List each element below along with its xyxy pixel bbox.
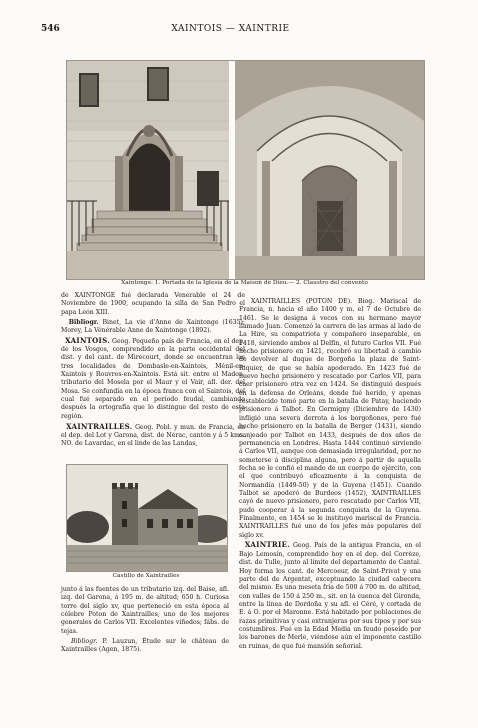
entry-poton-text: Biog. Mariscal de Francia, n. hacia el año 1400 y m. el 7 de Octubre de 1461. Se le designa á veces con su hermano mayor llamado Juan. Comenzó la carrera de las armas al lado de La Hire, su compatriota y compañero inseparable, en 1418, sirviendo ambos al Delfín, el futuro Carlos VII. Fué hecho prisionero en 1421, recobró su libertad á cambio de devolver al duque de Borgoña la plaza de Saint-Riquier, de que se había apoderado. En 1423 fué de nuevo hecho prisionero y rescatado por Carlos VII, para caer prisionero otra vez en 1424. Se distinguió después en la defensa de Orleáns, donde fué herido, y apenas restablecido tomó parte en la batalla de Patay, haciendo prisionero á Talbot. En Germigny (Diciembre de 1430) infligió una severa derrota á los borgoñones, pero fué hecho prisionero en la batalla de Berger (1431), siendo canjeado por Talbot en 1433, después de dos años de permanencia en Londres. Hasta 1444 continuó sirviendo á Carlos VII, aunque con demasiada irregularidad, por no someterse á disciplina alguna, pero á partir de aquella fecha se le confió el mando de un cuerpo de ejército, con el que contribuyó eficazmente á la conquista de Normandía (1449-50) y de la Guyena (1451). Cuando Talbot se apoderó de Burdeos (1452), XAINTRAILLES cayó de nuevo prisionero, pero rescatado por Carlos VII, pudo cooperar á la segunda conquista de la Guyena. Finalmente, en 1454 se le instituyó mariscal de Francia. XAINTRAILLES fué uno de los jefes más populares del siglo xv. <box>239 298 421 539</box>
page-number: 546 <box>41 24 60 34</box>
entry-xaintois <box>61 337 245 421</box>
bibliography-text-2: P. Lauzun, Étude sur le château de Xaintrailles (Agen, 1875). <box>61 637 230 653</box>
entry-poton <box>239 298 421 540</box>
bibliography-entry-2 <box>61 638 229 655</box>
entry-xaintrailles <box>61 423 245 449</box>
headword-xaintrailles: XAINTRAILLES. <box>66 421 133 431</box>
left-column-bottom <box>61 586 229 654</box>
left-column <box>61 292 245 449</box>
headword-poton: XAINTRAILLES (POTON DE). <box>250 298 353 305</box>
running-title: XAINTOIS — XAINTRIE <box>171 24 290 34</box>
castle-engraving <box>67 465 227 571</box>
bibliography-label-2: Bibliogr. <box>70 637 98 645</box>
continued-paragraph: de XAINTONGE fué declarada Venerable el 24 de Noviembre de 1900, ocupando la silla de San Pedro el papa León XIII. <box>61 292 245 316</box>
entry-xaintrie-text: Geog. País de la antigua Francia, en el Bajo Lemosín, comprendido hoy en el dep. del Corrèze, dist. de Tulle, junto al límite del departamento de Cantal. Hoy forma los cant. de Mercoeur, de Saint-Privat y una parte del de Argentat, exceptuando la ciudad cabecera del mismo. Es una meseta fría de 500 á 700 m. de altitud, con valles de 150 á 250 m., sit. en la cuenca del Gironda, entre la línea de Dordoña y su afl. el Céré, y cortada de E. á O. por el Maronne. Está habitado por poblaciones de razas primitivas y casi extranjeras por sus tipos y por sus costumbres. Fué en la Edad Media un feudo poseído por los barones de Merle, viéndose aún el imponente castillo en ruinas, de que fué mansión señorial. <box>239 542 421 650</box>
running-header <box>41 24 420 38</box>
engraving-plate <box>66 60 425 280</box>
entry-xaintrailles-continued: junto á las fuentes de un tributario izq. del Baise, afl. izq. del Garona, á 195 m. de altitud; 650 h. Curiosa torre del siglo xv, que perteneció en esta época al célebre Poton de Xaintrailles, uno de los mejores generales de Carlos VII. Excelentes viñedos; fábs. de tejas. <box>61 586 229 635</box>
entry-xaintrie <box>239 541 421 650</box>
castle-illustration <box>66 464 228 572</box>
headword-xaintois: XAINTOIS. <box>65 335 110 345</box>
cloister-illustration <box>235 61 424 279</box>
bibliography-entry <box>61 319 245 336</box>
church-portal-illustration <box>67 61 232 279</box>
headword-xaintrie: XAINTRIE. <box>244 540 290 550</box>
bibliography-text: Binet, La vie d'Anne de Xaintonge (1635); Morey, La Vénérable Anne de Xaintonge (1892). <box>61 318 246 334</box>
entry-xaintrailles-text: Geog. Pobl. y mun. de Francia, en el dep. del Lot y Garona, dist. de Nérac, cantón y á 5 kms. NO. de Lavardac, en el linde de las Landas, <box>61 423 245 448</box>
right-column <box>239 298 421 651</box>
plate-caption: Xaintonge: 1. Portada de la Iglesia de la Maison de Dieu.— 2. Claustro del convento <box>121 280 368 286</box>
entry-xaintois-text: Geog. Pequeño país de Francia, en el dep. de los Vosgos, comprendido en la parte occidental del dist. y del cant. de Mirecourt, donde se encuentran las tres localidades de Dombasle-en-Xaintois, Ménil-en-Xaintois y Rouvres-en-Xaintois. Está sit. entre el Madon, tributario del Mosela por el Maur y el Vair, afl. der. del Mosa. Se confundía en la época franca con el Saintois, del cual fué separado en el período feudal, cambiando después la ortografía que lo distingue del resto de esta región. <box>61 337 245 420</box>
engraving-illustrations <box>67 61 424 279</box>
castle-caption: Castillo de Xaintrailles <box>112 573 180 579</box>
bibliography-label: Bibliogr. <box>68 318 99 326</box>
